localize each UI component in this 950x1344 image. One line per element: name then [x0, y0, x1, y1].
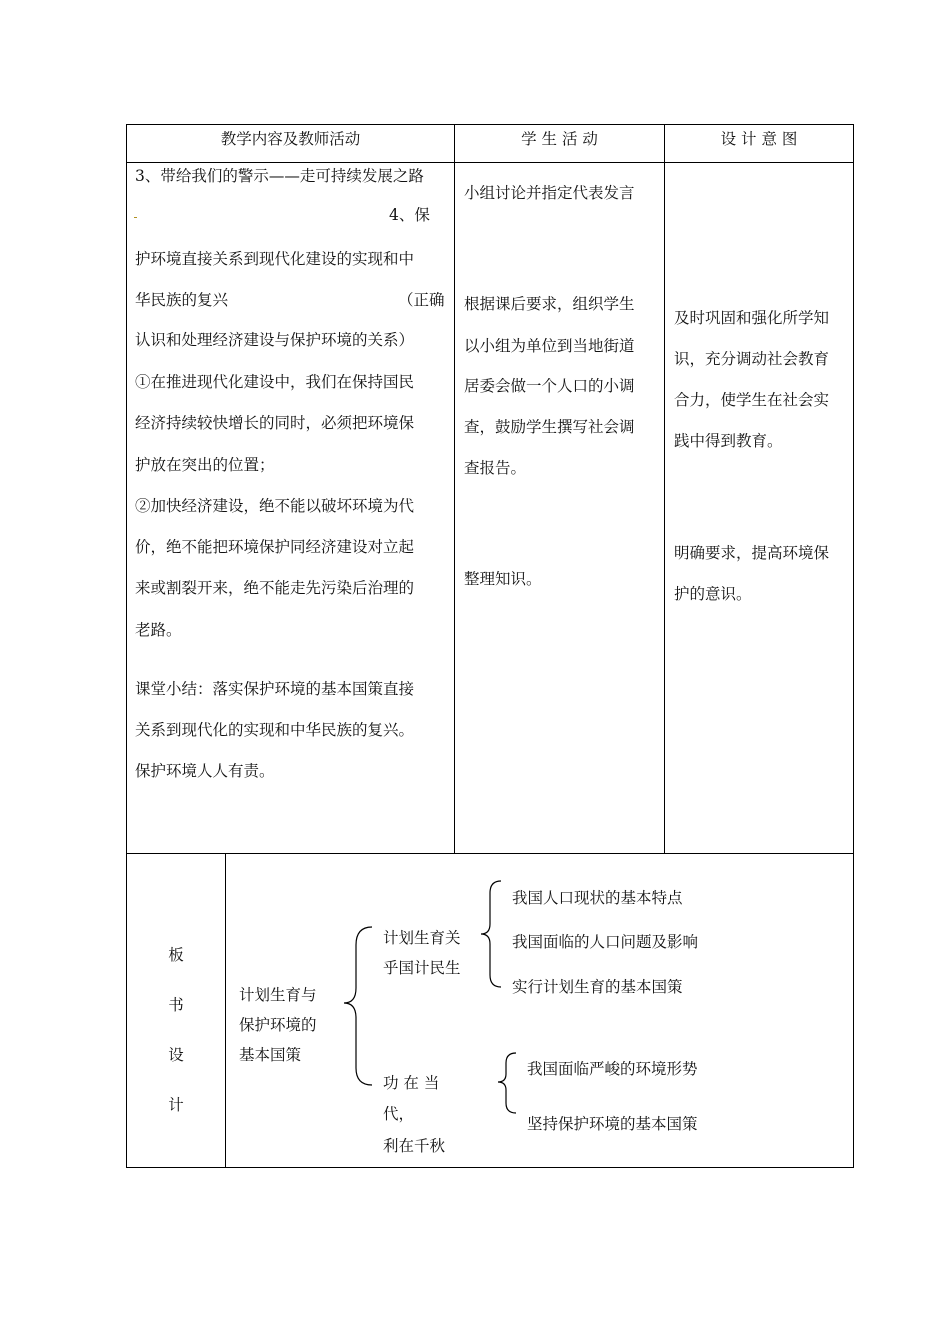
- board-branch1-line-2: 乎国计民生: [383, 959, 461, 977]
- design-line-4: 践中得到教育。: [674, 432, 783, 450]
- board-branch1-item-1: 我国人口现状的基本特点: [512, 889, 683, 907]
- board-label-char-1: 板: [168, 946, 184, 964]
- board-branch1-item-3: 实行计划生育的基本国策: [512, 978, 683, 996]
- header-student-activity: 学 生 活 动: [521, 130, 598, 148]
- teacher-line-3: 护环境直接关系到现代化建设的实现和中: [135, 250, 415, 268]
- teacher-line-10: 价，绝不能把环境保护同经济建设对立起: [135, 538, 415, 556]
- board-label-char-3: 设: [168, 1046, 184, 1064]
- teacher-line-7: 经济持续较快增长的同时，必须把环境保: [135, 414, 415, 432]
- branch2-brace: [498, 1053, 516, 1113]
- board-label-char-4: 计: [168, 1096, 184, 1114]
- teacher-line-4a: 华民族的复兴: [135, 291, 229, 309]
- student-line-3: 以小组为单位到当地街道: [464, 337, 635, 355]
- board-branch2-line-2: 代，: [383, 1105, 415, 1123]
- board-branch1-item-2: 我国面临的人口问题及影响: [512, 933, 699, 951]
- student-line-2: 根据课后要求，组织学生: [464, 295, 635, 313]
- board-branch2-line-3: 利在千秋: [383, 1137, 446, 1155]
- student-line-4: 居委会做一个人口的小调: [464, 377, 635, 395]
- branch1-brace: [481, 881, 501, 987]
- teacher-line-6: ①在推进现代化建设中，我们在保持国民: [135, 373, 415, 391]
- teacher-line-5: 认识和处理经济建设与保护环境的关系）: [135, 331, 415, 349]
- teacher-line-12: 老路。: [135, 621, 182, 639]
- student-line-6: 查报告。: [464, 459, 527, 477]
- board-branch2-line-1: 功 在 当: [383, 1074, 440, 1092]
- design-line-2: 识，充分调动社会教育: [674, 350, 830, 368]
- student-line-1: 小组讨论并指定代表发言: [464, 184, 635, 202]
- design-line-1: 及时巩固和强化所学知: [674, 309, 830, 327]
- header-teacher-activity: 教学内容及教师活动: [220, 130, 361, 148]
- board-label-char-2: 书: [168, 996, 184, 1014]
- board-root-line-3: 基本国策: [239, 1046, 302, 1064]
- teacher-line-8: 护放在突出的位置；: [135, 456, 275, 474]
- teacher-line-11: 来或割裂开来，绝不能走先污染后治理的: [135, 579, 415, 597]
- teacher-line-14: 关系到现代化的实现和中华民族的复兴。: [135, 721, 415, 739]
- board-branch2-item-1: 我国面临严峻的环境形势: [527, 1060, 698, 1078]
- teacher-line-15: 保护环境人人有责。: [135, 762, 275, 780]
- teacher-line-9: ②加快经济建设，绝不能以破坏环境为代: [135, 497, 415, 515]
- board-root-line-2: 保护环境的: [239, 1016, 317, 1034]
- board-branch2-item-2: 坚持保护环境的基本国策: [527, 1115, 698, 1133]
- design-line-5: 明确要求，提高环境保: [674, 544, 830, 562]
- teacher-line-2: 4、保: [389, 206, 430, 224]
- teacher-line-4b: （正确: [398, 291, 445, 309]
- student-line-7: 整理知识。: [464, 570, 542, 588]
- header-design-intent: 设 计 意 图: [720, 130, 798, 148]
- design-line-3: 合力，使学生在社会实: [674, 391, 830, 409]
- teacher-line-13: 课堂小结：落实保护环境的基本国策直接: [135, 680, 415, 698]
- board-branch1-line-1: 计划生育关: [383, 929, 461, 947]
- design-line-6: 护的意识。: [674, 585, 752, 603]
- board-root-line-1: 计划生育与: [239, 986, 317, 1004]
- root-brace: [344, 927, 372, 1085]
- teacher-line-1: 3、带给我们的警示——走可持续发展之路: [135, 167, 424, 185]
- student-line-5: 查，鼓励学生撰写社会调: [464, 418, 635, 436]
